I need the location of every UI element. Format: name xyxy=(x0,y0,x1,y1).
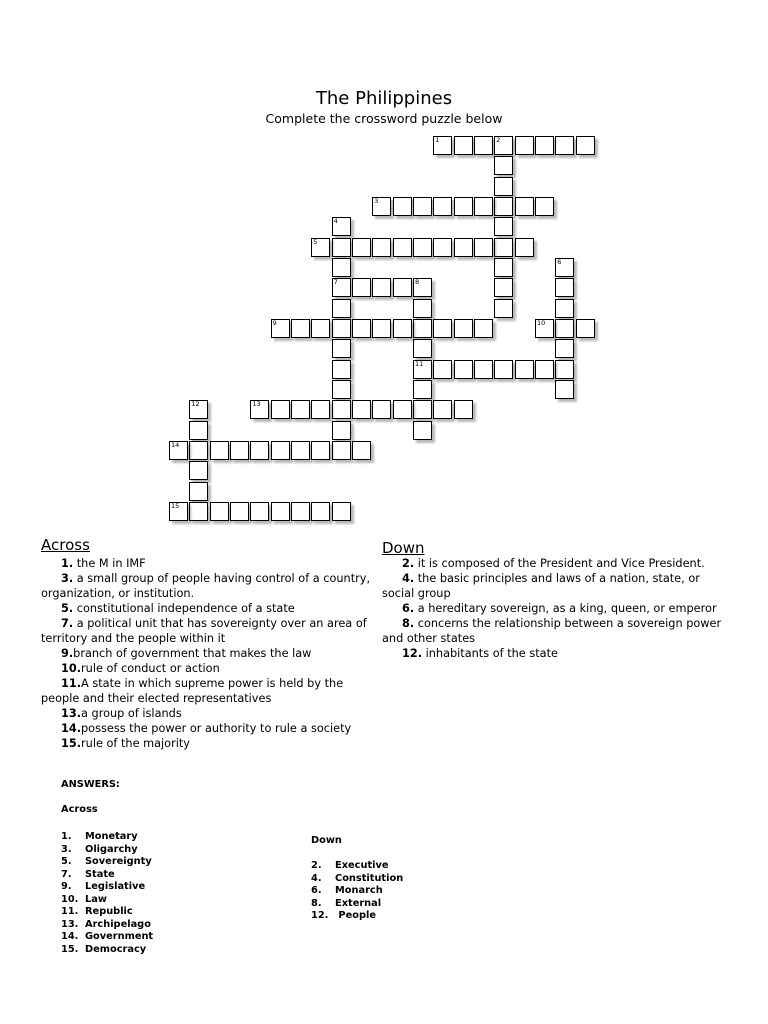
clue-number: 4. xyxy=(402,572,415,585)
clue-number: 13 xyxy=(252,400,261,409)
answer-item xyxy=(311,898,403,911)
crossword-cell[interactable] xyxy=(515,238,534,257)
crossword-cell[interactable] xyxy=(555,258,574,277)
crossword-cell[interactable] xyxy=(413,238,432,257)
crossword-cell[interactable] xyxy=(189,502,208,521)
crossword-cell[interactable] xyxy=(311,238,330,257)
crossword-cell[interactable] xyxy=(230,441,249,460)
answer-item xyxy=(61,944,153,957)
crossword-cell[interactable] xyxy=(372,319,391,338)
crossword-cell[interactable] xyxy=(494,136,513,155)
answers-down-list xyxy=(311,860,403,923)
page-title: The Philippines xyxy=(315,88,453,109)
clue-number: 10 xyxy=(536,318,546,327)
answers-heading: ANSWERS: xyxy=(61,779,120,790)
crossword-cell[interactable] xyxy=(413,299,432,318)
answer-number: 2. xyxy=(311,860,322,871)
clue-number: 15 xyxy=(171,501,180,510)
crossword-cell[interactable] xyxy=(291,502,310,521)
answer-number: 10. xyxy=(61,893,79,905)
clue-text: rule of conduct or action xyxy=(81,662,220,675)
crossword-cell[interactable] xyxy=(494,197,513,216)
crossword-cell[interactable] xyxy=(372,278,391,297)
crossword-cell[interactable] xyxy=(555,299,574,318)
clue-number: 7 xyxy=(333,278,338,287)
crossword-cell[interactable] xyxy=(372,400,391,419)
answers-down-section xyxy=(311,835,403,923)
crossword-cell[interactable] xyxy=(555,360,574,379)
crossword-cell[interactable] xyxy=(352,238,371,257)
crossword-cell[interactable] xyxy=(413,339,432,358)
crossword-cell[interactable] xyxy=(189,482,208,501)
across-clue xyxy=(41,556,371,571)
answer-number: 6. xyxy=(311,885,322,896)
clue-number: 12 xyxy=(191,400,200,409)
clue-number: 6 xyxy=(557,257,562,266)
crossword-cell[interactable] xyxy=(189,441,208,460)
clue-number: 13. xyxy=(61,707,82,720)
crossword-cell[interactable] xyxy=(189,400,208,419)
answer-item xyxy=(311,885,403,898)
clue-number: 3. xyxy=(61,572,74,585)
answer-number: 4. xyxy=(311,872,322,884)
clue-text: constitutional independence of a state xyxy=(73,602,295,615)
clue-number: 3 xyxy=(374,196,379,205)
crossword-cell[interactable] xyxy=(332,278,351,297)
crossword-cell[interactable] xyxy=(393,197,412,216)
clue-number: 14. xyxy=(61,722,82,735)
answer-word: Republic xyxy=(85,906,133,917)
crossword-cell[interactable] xyxy=(413,400,432,419)
crossword-cell[interactable] xyxy=(332,299,351,318)
down-clue xyxy=(382,571,732,601)
answer-item xyxy=(61,906,153,919)
answer-item xyxy=(311,910,403,923)
across-clue xyxy=(41,601,371,616)
answers-section xyxy=(61,779,153,956)
clue-number: 10. xyxy=(61,662,82,675)
crossword-cell[interactable] xyxy=(332,319,351,338)
crossword-cell[interactable] xyxy=(413,197,432,216)
crossword-cell[interactable] xyxy=(169,502,188,521)
crossword-cell[interactable] xyxy=(433,197,452,216)
crossword-cell[interactable] xyxy=(332,441,351,460)
crossword-cell[interactable] xyxy=(535,360,554,379)
crossword-cell[interactable] xyxy=(332,258,351,277)
clue-text: it is composed of the President and Vice President. xyxy=(414,557,705,570)
crossword-cell[interactable] xyxy=(250,441,269,460)
crossword-cell[interactable] xyxy=(555,380,574,399)
across-clue xyxy=(41,661,371,676)
across-clue xyxy=(41,676,371,706)
clue-text: the basic principles and laws of a nation, state, or social group xyxy=(382,572,700,600)
crossword-cell[interactable] xyxy=(433,319,452,338)
clue-text: the M in IMF xyxy=(73,557,146,570)
clue-number: 6. xyxy=(402,602,415,615)
across-clue xyxy=(41,736,371,751)
crossword-cell[interactable] xyxy=(474,136,493,155)
clue-text: a small group of people having control of a country, organization, or institution. xyxy=(41,572,371,600)
clue-number: 1. xyxy=(61,557,74,570)
answer-item xyxy=(61,869,153,882)
answer-number: 13. xyxy=(61,918,79,930)
answer-word: Legislative xyxy=(85,881,146,892)
clue-number: 1 xyxy=(435,136,440,144)
answer-number: 9. xyxy=(61,881,72,892)
across-clue xyxy=(41,571,371,601)
clue-text: a group of islands xyxy=(81,707,182,720)
crossword-cell[interactable] xyxy=(332,238,351,257)
crossword-cell[interactable] xyxy=(494,177,513,196)
crossword-cell[interactable] xyxy=(474,319,493,338)
answer-number: 3. xyxy=(61,843,72,855)
crossword-cell[interactable] xyxy=(474,197,493,216)
clue-text: branch of government that makes the law xyxy=(73,647,312,660)
crossword-cell[interactable] xyxy=(576,136,595,155)
answer-word: Monetary xyxy=(85,831,138,842)
clue-number: 2. xyxy=(402,557,415,570)
crossword-cell[interactable] xyxy=(372,238,391,257)
crossword-cell[interactable] xyxy=(433,400,452,419)
crossword-cell[interactable] xyxy=(535,319,554,338)
answer-item xyxy=(61,856,153,869)
answer-word: Democracy xyxy=(85,943,147,955)
clue-number: 9. xyxy=(61,647,74,660)
clue-number: 14 xyxy=(171,440,180,449)
crossword-cell[interactable] xyxy=(311,400,330,419)
crossword-cell[interactable] xyxy=(210,441,229,460)
down-clue xyxy=(382,616,732,646)
crossword-cell[interactable] xyxy=(494,258,513,277)
answers-across-list xyxy=(61,831,153,956)
crossword-cell[interactable] xyxy=(413,319,432,338)
answer-word: Sovereignty xyxy=(85,856,152,867)
answer-word: Archipelago xyxy=(85,918,151,930)
crossword-cell[interactable] xyxy=(454,319,473,338)
crossword-cell[interactable] xyxy=(454,360,473,379)
crossword-cell[interactable] xyxy=(271,502,290,521)
crossword-cell[interactable] xyxy=(189,421,208,440)
crossword-cell[interactable] xyxy=(332,360,351,379)
down-clue-list xyxy=(382,556,732,661)
answer-item xyxy=(311,860,403,873)
crossword-cell[interactable] xyxy=(311,502,330,521)
crossword-cell[interactable] xyxy=(413,360,432,379)
across-clue xyxy=(41,706,371,721)
clue-number: 11. xyxy=(61,677,82,690)
crossword-cell[interactable] xyxy=(535,197,554,216)
clue-text: inhabitants of the state xyxy=(422,647,558,660)
answer-word: State xyxy=(85,868,115,880)
answer-item xyxy=(311,873,403,886)
crossword-cell[interactable] xyxy=(352,400,371,419)
crossword-cell[interactable] xyxy=(535,136,554,155)
answer-item xyxy=(61,919,153,932)
down-heading: Down xyxy=(382,539,425,557)
answer-word: People xyxy=(335,910,376,921)
crossword-cell[interactable] xyxy=(555,136,574,155)
crossword-cell[interactable] xyxy=(311,441,330,460)
crossword-cell[interactable] xyxy=(291,400,310,419)
crossword-cell[interactable] xyxy=(372,197,391,216)
crossword-cell[interactable] xyxy=(393,238,412,257)
crossword-cell[interactable] xyxy=(555,278,574,297)
answer-item xyxy=(61,931,153,944)
clue-number: 11 xyxy=(414,359,424,368)
crossword-cell[interactable] xyxy=(332,502,351,521)
clue-number: 12. xyxy=(402,647,423,660)
clue-number: 8. xyxy=(402,617,415,630)
crossword-cell[interactable] xyxy=(169,441,188,460)
crossword-cell[interactable] xyxy=(454,136,473,155)
crossword-cell[interactable] xyxy=(576,319,595,338)
answer-number: 11. xyxy=(61,906,79,917)
answers-down-heading: Down xyxy=(311,835,342,846)
crossword-cell[interactable] xyxy=(474,360,493,379)
answer-number: 1. xyxy=(61,831,72,842)
clue-text: concerns the relationship between a sovereign power and other states xyxy=(382,617,722,645)
crossword-cell[interactable] xyxy=(352,278,371,297)
crossword-cell[interactable] xyxy=(454,238,473,257)
across-clue xyxy=(41,616,371,646)
clue-number: 15. xyxy=(61,737,82,750)
crossword-cell[interactable] xyxy=(555,319,574,338)
across-clue-list xyxy=(41,556,371,751)
crossword-cell[interactable] xyxy=(413,380,432,399)
crossword-cell[interactable] xyxy=(250,502,269,521)
answer-word: Law xyxy=(85,893,107,905)
answer-item xyxy=(61,881,153,894)
crossword-cell[interactable] xyxy=(494,278,513,297)
page-subtitle: Complete the crossword puzzle below xyxy=(265,111,503,126)
crossword-cell[interactable] xyxy=(494,156,513,175)
across-clue xyxy=(41,721,371,736)
answer-number: 14. xyxy=(61,931,79,942)
answer-number: 8. xyxy=(311,897,322,909)
crossword-cell[interactable] xyxy=(515,136,534,155)
crossword-cell[interactable] xyxy=(433,360,452,379)
crossword-cell[interactable] xyxy=(352,319,371,338)
clue-text: possess the power or authority to rule a society xyxy=(81,722,352,735)
across-heading: Across xyxy=(41,536,90,554)
down-clue xyxy=(382,556,732,571)
crossword-cell[interactable] xyxy=(494,360,513,379)
clue-text: rule of the majority xyxy=(81,737,190,750)
crossword-cell[interactable] xyxy=(433,238,452,257)
crossword-cell[interactable] xyxy=(393,319,412,338)
clue-number: 4 xyxy=(333,217,338,226)
answer-number: 5. xyxy=(61,856,72,867)
crossword-cell[interactable] xyxy=(393,278,412,297)
clue-number: 9 xyxy=(272,318,277,327)
answer-word: Government xyxy=(85,931,154,942)
crossword-cell[interactable] xyxy=(454,400,473,419)
clue-number: 2 xyxy=(496,136,501,144)
across-clue xyxy=(41,646,371,661)
clue-number: 7. xyxy=(61,617,74,630)
crossword-cell[interactable] xyxy=(515,360,534,379)
crossword-cell[interactable] xyxy=(413,278,432,297)
clue-number: 5 xyxy=(313,237,318,246)
answer-number: 15. xyxy=(61,943,79,955)
answer-word: Monarch xyxy=(335,885,383,896)
crossword-cell[interactable] xyxy=(413,421,432,440)
crossword-cell[interactable] xyxy=(291,441,310,460)
crossword-cell[interactable] xyxy=(291,319,310,338)
answer-item xyxy=(61,831,153,844)
crossword-cell[interactable] xyxy=(352,441,371,460)
crossword-cell[interactable] xyxy=(494,238,513,257)
crossword-cell[interactable] xyxy=(250,400,269,419)
answer-word: Constitution xyxy=(335,872,404,884)
crossword-cell[interactable] xyxy=(210,502,229,521)
crossword-cell[interactable] xyxy=(332,217,351,236)
answer-item xyxy=(61,844,153,857)
crossword-cell[interactable] xyxy=(230,502,249,521)
crossword-cell[interactable] xyxy=(311,319,330,338)
answer-item xyxy=(61,894,153,907)
crossword-cell[interactable] xyxy=(189,461,208,480)
crossword-cell[interactable] xyxy=(332,380,351,399)
crossword-cell[interactable] xyxy=(271,400,290,419)
crossword-cell[interactable] xyxy=(515,197,534,216)
crossword-cell[interactable] xyxy=(271,441,290,460)
down-clue xyxy=(382,646,732,661)
answer-number: 12. xyxy=(311,910,329,921)
crossword-cell[interactable] xyxy=(332,400,351,419)
clue-text: A state in which supreme power is held by the people and their elected representatives xyxy=(41,677,344,705)
crossword-cell[interactable] xyxy=(474,238,493,257)
clue-text: a hereditary sovereign, as a king, queen, or emperor xyxy=(414,602,717,615)
crossword-cell[interactable] xyxy=(454,197,473,216)
down-clue xyxy=(382,601,732,616)
answer-number: 7. xyxy=(61,868,72,880)
clue-number: 5. xyxy=(61,602,74,615)
crossword-cell[interactable] xyxy=(332,339,351,358)
answer-word: Executive xyxy=(335,860,389,871)
crossword-cell[interactable] xyxy=(494,217,513,236)
crossword-cell[interactable] xyxy=(555,339,574,358)
clue-text: a political unit that has sovereignty over an area of territory and the people within it xyxy=(41,617,367,645)
crossword-cell[interactable] xyxy=(494,299,513,318)
answer-word: Oligarchy xyxy=(85,843,138,855)
crossword-cell[interactable] xyxy=(433,136,452,155)
clue-number: 8 xyxy=(414,278,420,287)
crossword-cell[interactable] xyxy=(393,400,412,419)
answer-word: External xyxy=(335,897,382,909)
crossword-cell[interactable] xyxy=(271,319,290,338)
answers-across-heading: Across xyxy=(61,804,98,815)
crossword-cell[interactable] xyxy=(332,421,351,440)
